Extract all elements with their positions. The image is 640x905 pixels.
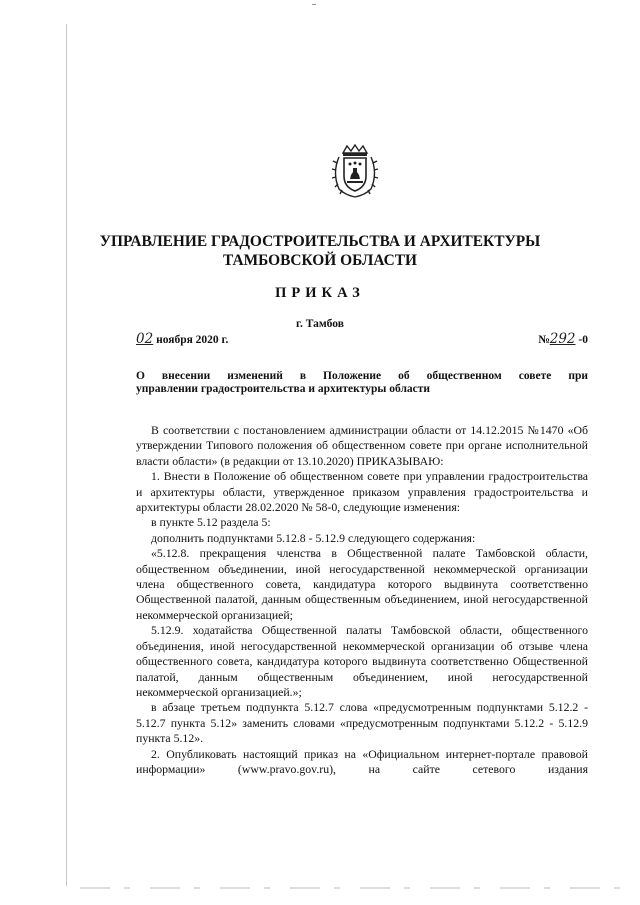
order-city: г. Тамбов <box>296 318 344 330</box>
order-month-year: ноября 2020 г. <box>153 334 229 346</box>
order-number-suffix: -0 <box>575 334 588 346</box>
authority-heading <box>0 232 640 270</box>
order-subject <box>136 370 588 396</box>
scan-mark <box>312 4 316 5</box>
scan-bottom-artifacts <box>80 887 620 889</box>
date-number-row <box>136 331 588 347</box>
order-subject-line1: О внесении изменений в Положение об общественном совете при <box>136 370 588 382</box>
order-subject-line2: управлении градостроительства и архитектуры области <box>136 383 431 395</box>
order-number-handwritten: 292 <box>549 331 576 347</box>
body-paragraph-7: в абзаце третьем подпункта 5.12.7 слова «предусмотренным подпунктами 5.12.2 - 5.12.7 пункта 5.12» заменить словами «предусмотренным подпунктами 5.12.2 - 5.12.9 пункта 5.12». <box>136 700 588 746</box>
order-title: ПРИКАЗ <box>275 285 365 301</box>
body-paragraph-6: 5.12.9. ходатайства Общественной палаты Тамбовской области, общественного объединения, иной негосударственной некоммерческой организации об отзыве члена общественного совета, кандидатура которого выдвинута соответственно Общественной палатой, данным общественным объединением, иной негосударственной некоммерческой организацией.»; <box>136 623 588 699</box>
order-body <box>136 423 588 777</box>
order-number <box>538 331 588 347</box>
body-paragraph-1: В соответствии с постановлением администрации области от 14.12.2015 №1470 «Об утверждении Типового положения об общественном совете при органе исполнительной власти области» (в редакции от 13.10.2020) ПРИКАЗЫВАЮ: <box>136 423 588 468</box>
scan-left-edge <box>66 24 67 886</box>
authority-heading-line2: ТАМБОВСКОЙ ОБЛАСТИ <box>222 252 418 269</box>
body-paragraph-8: 2. Опубликовать настоящий приказ на «Официальном интернет-портале правовой информации» (www.pravo.gov.ru), на сайте сетевого издания <box>136 746 588 776</box>
order-date <box>136 331 228 347</box>
order-number-prefix: № <box>538 334 550 346</box>
body-paragraph-5: «5.12.8. прекращения членства в Общественной палате Тамбовской области, общественном объединении, иной негосударственной некоммерческой организации члена общественного совета, кандидатура которого выдвинута соответственно Общественной палатой, данным общественным объединением, иной негосударственной некоммерческой организацией; <box>136 546 588 622</box>
body-paragraph-4: дополнить подпунктами 5.12.8 - 5.12.9 следующего содержания: <box>151 530 476 545</box>
body-paragraph-2: 1. Внести в Положение об общественном совете при управлении градостроительства и архитектуры области, утвержденное приказом управления градостроительства и архитектуры области 28.02.2020 № 58-0, следующие изменения: <box>136 469 588 515</box>
order-day-handwritten: 02 <box>136 331 154 347</box>
authority-heading-line1: УПРАВЛЕНИЕ ГРАДОСТРОИТЕЛЬСТВА И АРХИТЕКТУРЫ <box>99 233 541 250</box>
tambov-coat-of-arms-icon <box>329 143 381 199</box>
body-paragraph-3: в пункте 5.12 раздела 5: <box>151 515 271 530</box>
